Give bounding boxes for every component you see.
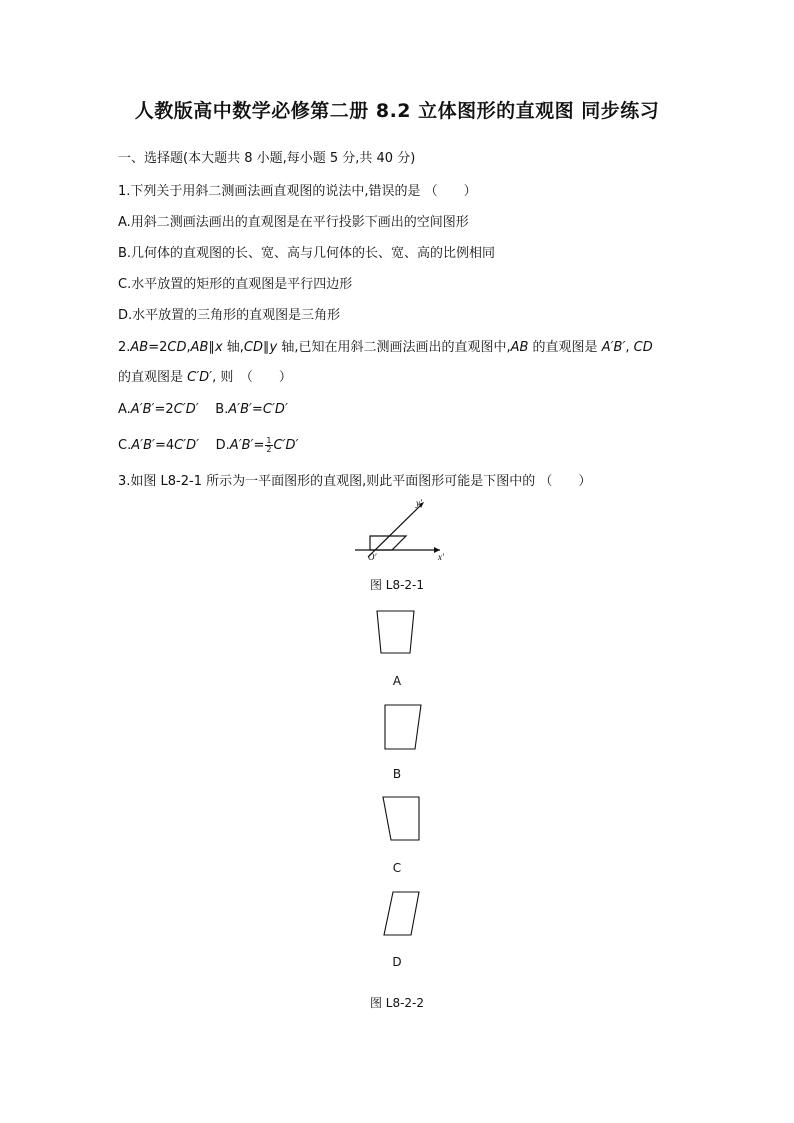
figure-l8-2-1-caption: 图 L8-2-1 xyxy=(369,578,425,592)
question-1-option-d: D.水平放置的三角形的直观图是三角形 xyxy=(118,308,341,323)
question-2-options-cd xyxy=(118,437,299,455)
q2-option-a: A.A′B′=2C′D′ xyxy=(118,402,199,417)
question-2-stem-line-1: 2.AB=2CD,AB∥x 轴,CD∥y 轴,已知在用斜二测画法画出的直观图中,AB 的直观图是 A′B′, CD xyxy=(118,340,653,355)
y-axis-label: y′ xyxy=(416,498,422,508)
question-1-stem: 1.下列关于用斜二测画法画直观图的说法中,错误的是 （ ） xyxy=(118,184,477,199)
question-3-stem: 3.如图 L8-2-1 所示为一平面图形的直观图,则此平面图形可能是下图中的 （ ） xyxy=(118,474,592,489)
figure-l8-2-2-caption: 图 L8-2-2 xyxy=(369,996,425,1010)
figure-l8-2-1 xyxy=(350,494,450,564)
option-d-label: D xyxy=(392,955,402,969)
fraction-one-half: $\frac{1}{2}$ xyxy=(266,436,272,454)
y-axis xyxy=(368,504,422,557)
q2-option-c: C.A′B′=4C′D′ xyxy=(118,438,200,453)
question-1-option-a: A.用斜二测画法画出的直观图是在平行投影下画出的空间图形 xyxy=(118,215,469,230)
option-a-shape xyxy=(372,608,422,656)
option-d-shape xyxy=(378,888,428,940)
question-1-option-c: C.水平放置的矩形的直观图是平行四边形 xyxy=(118,277,353,292)
question-1-option-b: B.几何体的直观图的长、宽、高与几何体的长、宽、高的比例相同 xyxy=(118,246,496,261)
section-heading: 一、选择题(本大题共 8 小题,每小题 5 分,共 40 分) xyxy=(118,151,416,166)
option-a-label: A xyxy=(392,674,402,688)
x-axis-label: x′ xyxy=(438,552,444,562)
q2-option-b: B.A′B′=C′D′ xyxy=(215,402,288,417)
question-2-options-ab xyxy=(118,401,288,419)
option-c-label: C xyxy=(392,861,402,875)
page-title: 人教版高中数学必修第二册 8.2 立体图形的直观图 同步练习 xyxy=(134,100,660,122)
option-b-label: B xyxy=(392,767,402,781)
option-b-shape xyxy=(378,702,428,752)
q2-option-d: D.A′B′= $\frac{1}{2}$ C′D′ xyxy=(215,436,299,454)
question-2-stem-line-2: 的直观图是 C′D′, 则 （ ） xyxy=(118,370,292,385)
origin-label: O′ xyxy=(368,552,377,562)
option-c-shape xyxy=(378,794,428,844)
